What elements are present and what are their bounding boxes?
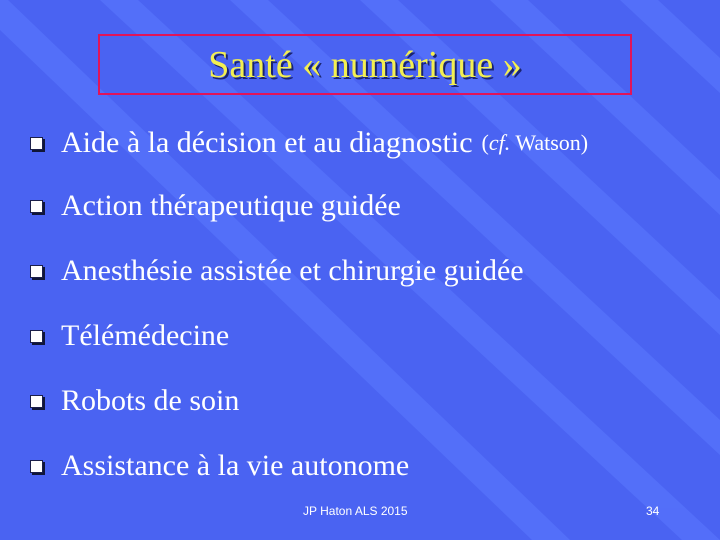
bullet-text: Action thérapeutique guidée	[61, 189, 401, 222]
bullet-text: Télémédecine	[61, 319, 230, 352]
bullet-text: Assistance à la vie autonome	[61, 449, 410, 482]
bullet-item-assistance	[30, 451, 409, 481]
bullet-text: Aide à la décision et au diagnostic	[61, 126, 473, 159]
bullet-text: Anesthésie assistée et chirurgie guidée	[61, 254, 524, 287]
note-rest: Watson)	[510, 130, 589, 155]
note-italic: cf.	[488, 130, 511, 155]
note-prefix: (	[481, 130, 489, 155]
page-number: 34	[646, 504, 660, 518]
bullet-item-therapeutic	[30, 191, 401, 221]
slide-footer: JP Haton ALS 2015	[303, 504, 408, 518]
bullet-item-telemedicine	[30, 321, 229, 351]
checkbox-bullet-icon	[30, 330, 43, 343]
bullet-item-robots	[30, 386, 239, 416]
bullet-note	[482, 132, 589, 154]
checkbox-bullet-icon	[30, 200, 43, 213]
checkbox-bullet-icon	[30, 460, 43, 473]
checkbox-bullet-icon	[30, 395, 43, 408]
bullet-item-decision	[30, 128, 588, 158]
checkbox-bullet-icon	[30, 265, 43, 278]
bullet-item-anesthesia	[30, 256, 524, 286]
bullet-text: Robots de soin	[61, 384, 240, 417]
slide-title: Santé « numérique »	[208, 43, 522, 86]
checkbox-bullet-icon	[30, 137, 43, 150]
